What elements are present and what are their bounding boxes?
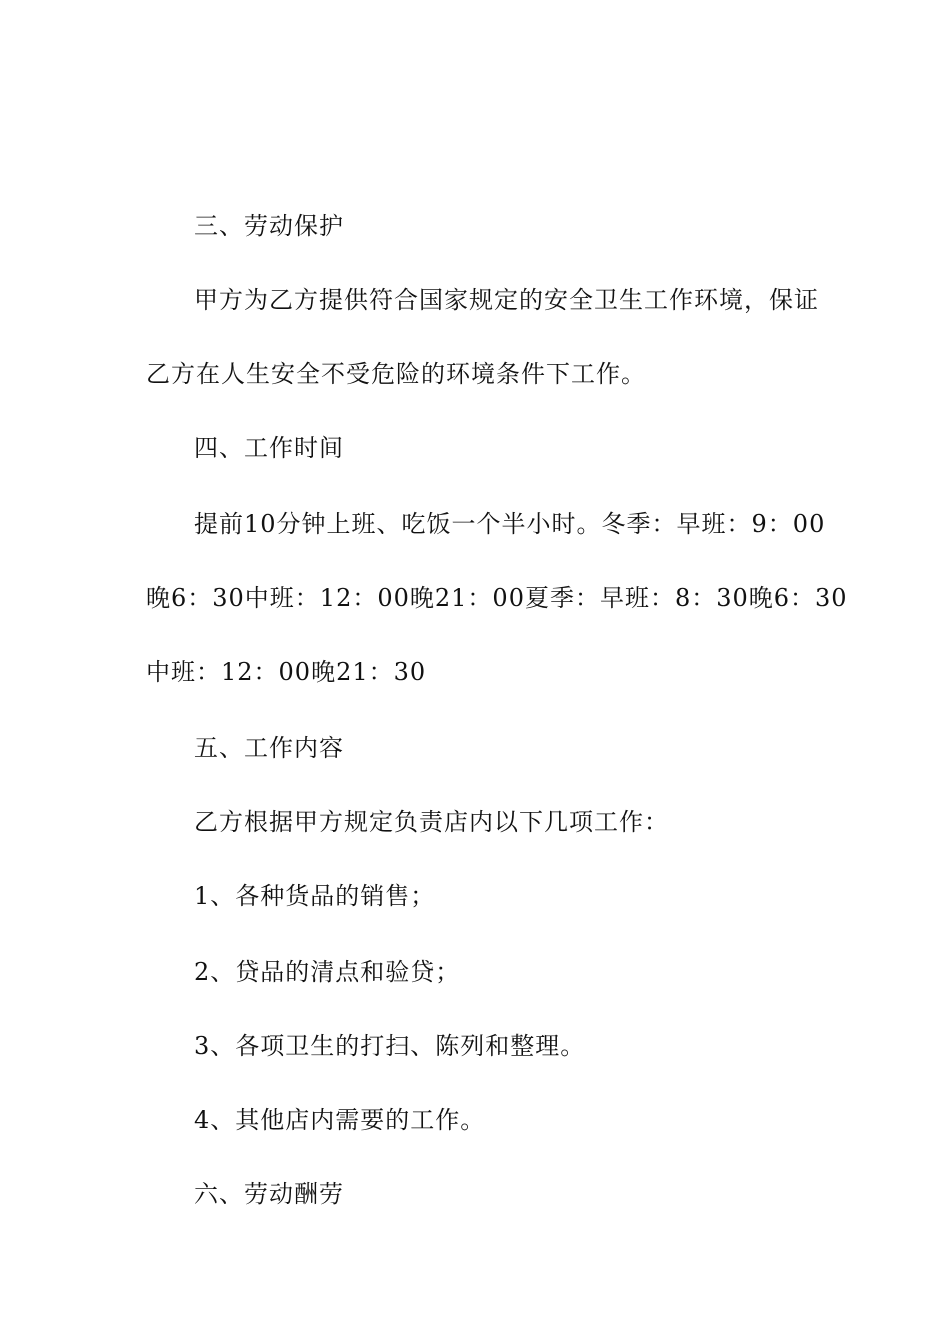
list-item: 4、其他店内需要的工作。	[194, 1106, 486, 1134]
list-item: 2、贷品的清点和验贷；	[194, 958, 461, 986]
heading-work-content: 五、工作内容	[194, 734, 344, 762]
heading-working-hours: 四、工作时间	[194, 434, 344, 462]
paragraph-line: 晚6：30中班：12：00晚21：00夏季：早班：8：30晚6：30	[146, 584, 848, 612]
paragraph-line: 中班：12：00晚21：30	[146, 658, 427, 686]
paragraph-line: 甲方为乙方提供符合国家规定的安全卫生工作环境，保证	[194, 286, 819, 314]
heading-labor-protection: 三、劳动保护	[194, 212, 344, 240]
paragraph-line: 乙方根据甲方规定负责店内以下几项工作：	[194, 808, 669, 836]
heading-labor-remuneration: 六、劳动酬劳	[194, 1180, 344, 1208]
list-item: 1、各种货品的销售；	[194, 882, 436, 910]
paragraph-line: 乙方在人生安全不受危险的环境条件下工作。	[146, 360, 646, 388]
list-item: 3、各项卫生的打扫、陈列和整理。	[194, 1032, 586, 1060]
paragraph-line: 提前10分钟上班、吃饭一个半小时。冬季：早班：9：00	[194, 510, 826, 538]
